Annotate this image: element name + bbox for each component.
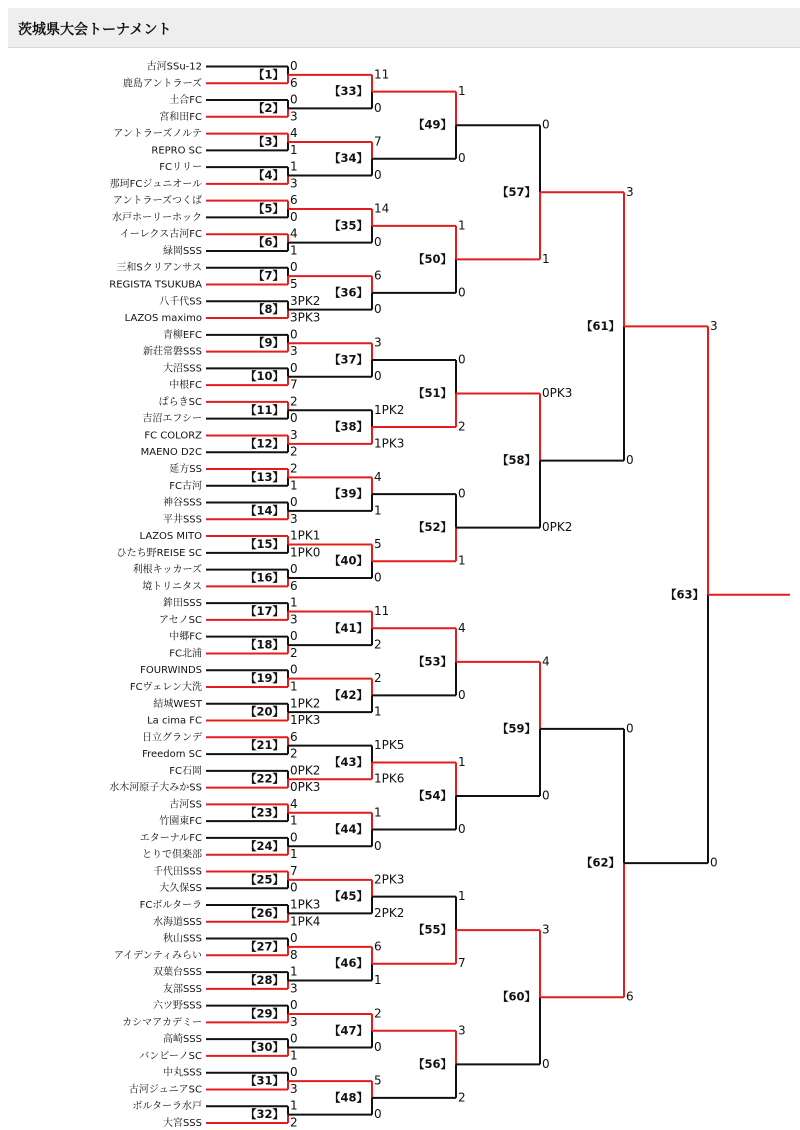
match-score: 3 bbox=[710, 318, 718, 333]
match-label: 【54】 bbox=[412, 788, 452, 803]
match-score: 2 bbox=[290, 461, 298, 476]
match-label: 【28】 bbox=[244, 972, 284, 987]
match-score: 2 bbox=[290, 444, 298, 459]
team-name: 友部SSS bbox=[162, 983, 202, 995]
match-score: 0PK2 bbox=[542, 520, 573, 535]
match-label: 【52】 bbox=[412, 520, 452, 535]
match-score: 1 bbox=[290, 679, 298, 694]
match-score: 0 bbox=[290, 209, 298, 224]
match-score: 1PK5 bbox=[374, 738, 405, 753]
match-label: 【36】 bbox=[328, 285, 368, 300]
match-label: 【53】 bbox=[412, 654, 452, 669]
match-score: 3 bbox=[290, 981, 298, 996]
match-score: 2 bbox=[374, 671, 382, 686]
team-name: とりで倶楽部 bbox=[142, 849, 202, 861]
match-score: 1 bbox=[290, 595, 298, 610]
match-score: 2 bbox=[458, 1090, 466, 1105]
team-name: FCヴェレン大洗 bbox=[129, 681, 202, 693]
match-label: 【47】 bbox=[328, 1023, 368, 1038]
match-score: 0 bbox=[374, 570, 382, 585]
match-score: 0 bbox=[626, 721, 634, 736]
match-score: 4 bbox=[374, 469, 382, 484]
match-score: 6 bbox=[290, 729, 298, 744]
match-label: 【45】 bbox=[328, 889, 368, 904]
team-name: 水戸ホーリーホック bbox=[112, 212, 202, 224]
team-name: 大久保SS bbox=[159, 883, 202, 895]
match-score: 0 bbox=[290, 411, 298, 426]
team-name: ひたち野REISE SC bbox=[116, 547, 202, 559]
match-label: 【51】 bbox=[412, 386, 452, 401]
match-score: 1 bbox=[542, 251, 550, 266]
match-score: 1PK1 bbox=[290, 528, 321, 543]
match-score: 2 bbox=[290, 746, 298, 761]
team-name: 鹿島アントラーズ bbox=[122, 78, 202, 90]
match-label: 【16】 bbox=[244, 570, 284, 585]
match-label: 【7】 bbox=[252, 268, 284, 283]
match-score: 1 bbox=[458, 754, 466, 769]
match-score: 1 bbox=[290, 142, 298, 157]
match-score: 0 bbox=[290, 59, 298, 73]
match-score: 3PK3 bbox=[290, 310, 321, 325]
match-score: 3 bbox=[458, 1023, 466, 1038]
team-name: 竹園東FC bbox=[159, 816, 202, 828]
team-name: FOURWINDS bbox=[140, 665, 202, 677]
team-name: 八千代SS bbox=[159, 296, 202, 308]
team-name: 古河SSu-12 bbox=[146, 61, 202, 73]
team-name: 吉沼エフシー bbox=[142, 413, 202, 425]
match-score: 4 bbox=[458, 620, 466, 635]
team-name: 宮和田FC bbox=[159, 111, 202, 123]
match-score: 0 bbox=[290, 260, 298, 275]
match-score: 6 bbox=[374, 939, 382, 954]
match-score: 0 bbox=[374, 838, 382, 853]
match-score: 5 bbox=[374, 1073, 382, 1088]
match-score: 8 bbox=[290, 947, 298, 962]
match-label: 【25】 bbox=[244, 872, 284, 887]
match-score: 0 bbox=[290, 662, 298, 677]
team-name: エターナルFC bbox=[139, 832, 202, 844]
match-label: 【39】 bbox=[328, 486, 368, 501]
match-score: 0 bbox=[290, 562, 298, 577]
match-label: 【26】 bbox=[244, 905, 284, 920]
match-label: 【32】 bbox=[244, 1107, 284, 1122]
match-score: 2PK3 bbox=[374, 872, 405, 887]
match-label: 【40】 bbox=[328, 553, 368, 568]
match-score: 0 bbox=[542, 788, 550, 803]
match-label: 【10】 bbox=[244, 369, 284, 384]
team-name: 秋山SSS bbox=[162, 933, 202, 945]
match-score: 3 bbox=[290, 1014, 298, 1029]
match-label: 【59】 bbox=[496, 721, 536, 736]
team-name: 延方SS bbox=[169, 463, 202, 475]
match-score: 14 bbox=[374, 201, 390, 216]
team-name: REGISTA TSUKUBA bbox=[109, 279, 202, 291]
team-name: イーレクス古河FC bbox=[119, 229, 202, 241]
match-score: 7 bbox=[458, 956, 466, 971]
match-label: 【15】 bbox=[244, 536, 284, 551]
match-score: 0 bbox=[290, 327, 298, 342]
match-score: 0 bbox=[290, 360, 298, 375]
match-score: 0 bbox=[458, 352, 466, 367]
match-score: 1 bbox=[290, 243, 298, 258]
team-name: FCリリー bbox=[159, 162, 202, 174]
match-label: 【21】 bbox=[244, 738, 284, 753]
match-label: 【23】 bbox=[244, 805, 284, 820]
match-label: 【14】 bbox=[244, 503, 284, 518]
match-score: 4 bbox=[542, 654, 550, 669]
team-name: La cima FC bbox=[147, 715, 202, 727]
match-label: 【18】 bbox=[244, 637, 284, 652]
team-name: 水海道SSS bbox=[152, 916, 202, 928]
match-label: 【38】 bbox=[328, 419, 368, 434]
match-label: 【46】 bbox=[328, 956, 368, 971]
match-score: 2 bbox=[290, 1115, 298, 1130]
match-label: 【50】 bbox=[412, 251, 452, 266]
match-score: 7 bbox=[290, 863, 298, 878]
team-name: アイデンティみらい bbox=[113, 950, 202, 962]
match-score: 0 bbox=[542, 117, 550, 132]
match-score: 1 bbox=[374, 704, 382, 719]
team-name: 那珂FCジュニオール bbox=[109, 178, 202, 190]
match-score: 0 bbox=[458, 151, 466, 166]
match-label: 【19】 bbox=[244, 671, 284, 686]
team-name: 高崎SSS bbox=[162, 1034, 202, 1046]
team-name: 日立グランデ bbox=[142, 732, 202, 744]
team-name: FC北浦 bbox=[169, 648, 202, 660]
team-name: 三和Sクリアンサス bbox=[116, 262, 202, 274]
team-name: 利根キッカーズ bbox=[132, 564, 202, 576]
match-label: 【6】 bbox=[252, 235, 284, 250]
team-name: ぱらきSC bbox=[158, 396, 202, 408]
team-name: 緑岡SSS bbox=[162, 245, 202, 257]
match-score: 6 bbox=[374, 268, 382, 283]
match-score: 3 bbox=[626, 184, 634, 199]
team-name: LAZOS MITO bbox=[139, 531, 202, 543]
match-score: 0 bbox=[374, 168, 382, 183]
team-name: FC石岡 bbox=[169, 765, 202, 777]
match-score: 2 bbox=[374, 637, 382, 652]
match-score: 0PK3 bbox=[290, 780, 321, 795]
match-score: 1 bbox=[374, 972, 382, 987]
match-label: 【43】 bbox=[328, 754, 368, 769]
match-label: 【9】 bbox=[252, 335, 284, 350]
match-score: 6 bbox=[626, 989, 634, 1004]
match-score: 7 bbox=[290, 377, 298, 392]
team-name: 青柳EFC bbox=[162, 329, 202, 341]
match-label: 【61】 bbox=[580, 318, 620, 333]
team-name: MAENO D2C bbox=[140, 447, 202, 459]
match-score: 3 bbox=[290, 427, 298, 442]
match-score: 0 bbox=[290, 998, 298, 1013]
match-score: 1PK3 bbox=[374, 436, 405, 451]
team-name: Freedom SC bbox=[142, 749, 202, 761]
team-name: 中根FC bbox=[169, 380, 202, 392]
match-label: 【60】 bbox=[496, 989, 536, 1004]
match-score: 5 bbox=[374, 536, 382, 551]
match-score: 1 bbox=[290, 1098, 298, 1113]
match-score: 1PK2 bbox=[374, 402, 405, 417]
match-score: 1 bbox=[458, 84, 466, 99]
match-score: 1 bbox=[290, 159, 298, 174]
match-label: 【17】 bbox=[244, 604, 284, 619]
match-score: 0 bbox=[542, 1056, 550, 1071]
match-score: 0 bbox=[290, 931, 298, 946]
match-label: 【11】 bbox=[244, 402, 284, 417]
match-score: 1 bbox=[290, 813, 298, 828]
match-score: 3 bbox=[290, 1081, 298, 1096]
team-name: FC古河 bbox=[169, 480, 202, 492]
match-score: 0 bbox=[458, 822, 466, 837]
team-name: アントラーズノルテ bbox=[113, 128, 202, 140]
match-score: 0PK2 bbox=[290, 763, 321, 778]
team-name: アセノSC bbox=[158, 614, 202, 626]
match-score: 1 bbox=[290, 478, 298, 493]
match-score: 1 bbox=[290, 1048, 298, 1063]
page-title: 茨城県大会トーナメント bbox=[18, 22, 172, 38]
match-score: 11 bbox=[374, 604, 390, 619]
match-score: 0PK3 bbox=[542, 386, 573, 401]
match-label: 【42】 bbox=[328, 687, 368, 702]
match-label: 【33】 bbox=[328, 84, 368, 99]
match-label: 【55】 bbox=[412, 922, 452, 937]
match-score: 6 bbox=[290, 75, 298, 90]
match-label: 【12】 bbox=[244, 436, 284, 451]
match-score: 2 bbox=[290, 394, 298, 409]
team-name: 中丸SSS bbox=[162, 1067, 202, 1079]
match-label: 【13】 bbox=[244, 469, 284, 484]
team-name: カシマアカデミー bbox=[122, 1017, 202, 1029]
match-label: 【2】 bbox=[252, 100, 284, 115]
match-score: 0 bbox=[290, 830, 298, 845]
match-score: 1 bbox=[290, 964, 298, 979]
match-label: 【57】 bbox=[496, 184, 536, 199]
team-name: 古河SS bbox=[169, 799, 202, 811]
match-score: 1PK4 bbox=[290, 914, 321, 929]
match-label: 【22】 bbox=[244, 771, 284, 786]
match-score: 1PK3 bbox=[290, 897, 321, 912]
match-label: 【49】 bbox=[412, 117, 452, 132]
match-score: 0 bbox=[374, 1040, 382, 1055]
team-name: 結城WEST bbox=[153, 698, 202, 710]
team-name: アントラーズつくば bbox=[112, 195, 202, 207]
match-score: 0 bbox=[290, 495, 298, 510]
team-name: LAZOS maximo bbox=[124, 313, 202, 325]
match-label: 【3】 bbox=[252, 134, 284, 149]
team-name: 双葉台SSS bbox=[152, 967, 202, 979]
match-score: 3 bbox=[542, 922, 550, 937]
match-score: 0 bbox=[290, 880, 298, 895]
match-label: 【44】 bbox=[328, 822, 368, 837]
match-score: 0 bbox=[290, 1065, 298, 1080]
match-label: 【30】 bbox=[244, 1040, 284, 1055]
team-name: 六ツ野SSS bbox=[152, 1000, 202, 1012]
match-score: 3 bbox=[290, 612, 298, 627]
match-score: 1 bbox=[458, 553, 466, 568]
match-score: 0 bbox=[374, 1107, 382, 1122]
match-score: 11 bbox=[374, 67, 390, 82]
match-label: 【56】 bbox=[412, 1056, 452, 1071]
match-score: 0 bbox=[374, 369, 382, 384]
team-name: 土合FC bbox=[169, 95, 202, 107]
team-name: 鉾田SSS bbox=[162, 598, 202, 610]
match-score: 1PK3 bbox=[290, 713, 321, 728]
team-name: 中郷FC bbox=[169, 631, 202, 643]
match-score: 1 bbox=[458, 889, 466, 904]
team-name: バンビーノSC bbox=[139, 1050, 202, 1062]
match-label: 【4】 bbox=[252, 168, 284, 183]
match-score: 1 bbox=[374, 503, 382, 518]
match-label: 【24】 bbox=[244, 838, 284, 853]
match-score: 5 bbox=[290, 277, 298, 292]
match-score: 0 bbox=[374, 235, 382, 250]
match-score: 1PK2 bbox=[290, 696, 321, 711]
match-label: 【29】 bbox=[244, 1006, 284, 1021]
match-score: 0 bbox=[710, 855, 718, 870]
match-score: 0 bbox=[626, 453, 634, 468]
match-score: 0 bbox=[290, 1031, 298, 1046]
match-score: 3 bbox=[290, 176, 298, 191]
match-label: 【34】 bbox=[328, 151, 368, 166]
match-label: 【27】 bbox=[244, 939, 284, 954]
team-name: 水木河原子大みかSS bbox=[109, 782, 202, 794]
team-name: 神谷SSS bbox=[162, 497, 202, 509]
match-score: 1PK6 bbox=[374, 771, 405, 786]
match-score: 2 bbox=[458, 419, 466, 434]
team-name: 新荘常磐SSS bbox=[142, 346, 202, 358]
match-label: 【62】 bbox=[580, 855, 620, 870]
match-label: 【5】 bbox=[252, 201, 284, 216]
match-score: 3 bbox=[290, 109, 298, 124]
match-score: 0 bbox=[458, 285, 466, 300]
match-label: 【58】 bbox=[496, 453, 536, 468]
match-score: 0 bbox=[374, 100, 382, 115]
match-label: 【31】 bbox=[244, 1073, 284, 1088]
team-name: REPRO SC bbox=[151, 145, 202, 157]
match-score: 0 bbox=[290, 629, 298, 644]
match-score: 3 bbox=[290, 344, 298, 359]
match-label: 【63】 bbox=[664, 587, 704, 602]
team-name: FC COLORZ bbox=[144, 430, 202, 442]
match-score: 2 bbox=[290, 645, 298, 660]
match-score: 1PK0 bbox=[290, 545, 321, 560]
match-label: 【20】 bbox=[244, 704, 284, 719]
match-score: 6 bbox=[290, 193, 298, 208]
team-name: FCボルターラ bbox=[139, 900, 202, 911]
team-name: 大宮SSS bbox=[162, 1118, 202, 1130]
match-score: 4 bbox=[290, 226, 298, 241]
match-score: 1 bbox=[290, 847, 298, 862]
match-score: 2PK2 bbox=[374, 905, 405, 920]
team-name: 境トリニタス bbox=[142, 581, 202, 593]
match-label: 【41】 bbox=[328, 620, 368, 635]
match-label: 【35】 bbox=[328, 218, 368, 233]
match-score: 4 bbox=[290, 126, 298, 141]
team-name: 大沼SSS bbox=[162, 363, 202, 375]
team-name: 古河ジュニアSC bbox=[128, 1084, 202, 1096]
match-score: 6 bbox=[290, 578, 298, 593]
team-name: 千代田SSS bbox=[152, 866, 202, 878]
match-score: 0 bbox=[458, 486, 466, 501]
match-label: 【48】 bbox=[328, 1090, 368, 1105]
match-score: 0 bbox=[290, 92, 298, 107]
team-name: ボルターラ水戸 bbox=[132, 1101, 202, 1113]
match-score: 7 bbox=[374, 134, 382, 149]
match-score: 1 bbox=[458, 218, 466, 233]
match-label: 【1】 bbox=[252, 67, 284, 82]
match-score: 4 bbox=[290, 796, 298, 811]
match-score: 3 bbox=[374, 335, 382, 350]
match-score: 0 bbox=[374, 302, 382, 317]
match-label: 【8】 bbox=[252, 302, 284, 317]
match-score: 1 bbox=[374, 805, 382, 820]
team-name: 平井SSS bbox=[162, 514, 202, 526]
match-label: 【37】 bbox=[328, 352, 368, 367]
match-score: 3PK2 bbox=[290, 293, 321, 308]
match-score: 2 bbox=[374, 1006, 382, 1021]
match-score: 0 bbox=[458, 687, 466, 702]
match-score: 3 bbox=[290, 511, 298, 526]
